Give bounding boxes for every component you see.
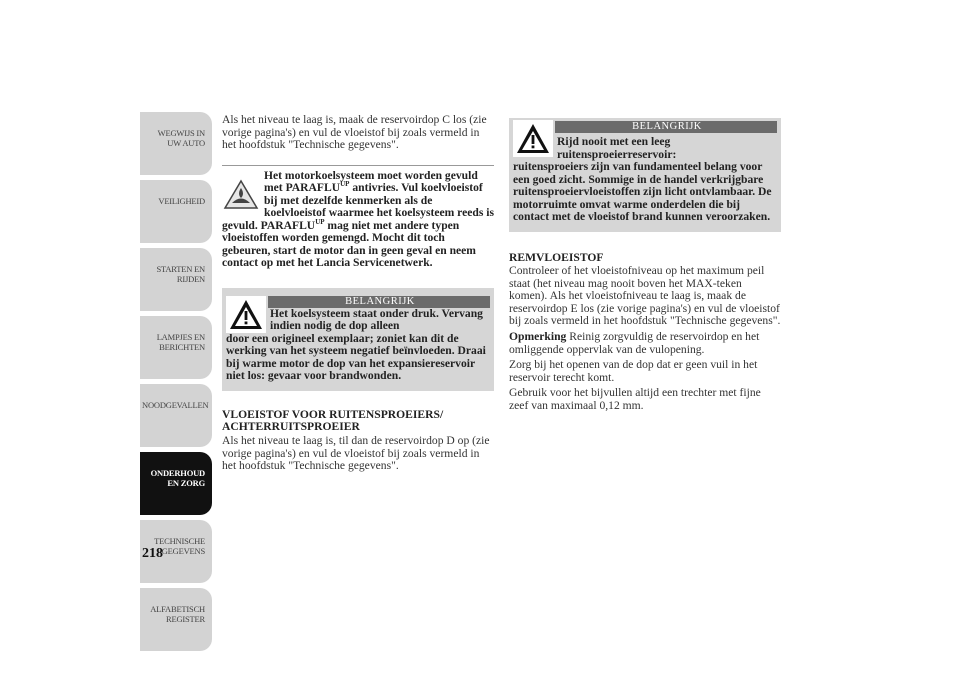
funnel-text: Gebruik voor het bijvullen altijd een trechter met fijne zeef van maximaal 0,12 mm.: [509, 386, 761, 413]
paraflu-sup-1: UP: [340, 180, 350, 189]
remark-label: Opmerking: [509, 330, 567, 344]
tab-noodgevallen[interactable]: NOODGEVALLEN: [140, 384, 212, 447]
paraflu-sup-2: UP: [315, 217, 325, 226]
tab-starten-en-rijden[interactable]: STARTEN EN RIJDEN: [140, 248, 212, 311]
remark-paragraph: [509, 331, 781, 356]
environment-icon: [222, 176, 260, 212]
tab-onderhoud-en-zorg[interactable]: ONDERHOUD EN ZORG: [140, 452, 212, 515]
tab-alfabetisch-register[interactable]: ALFABETISCH REGISTER: [140, 588, 212, 651]
divider: [222, 165, 494, 166]
left-column: [222, 114, 494, 476]
tab-veiligheid[interactable]: VEILIGHEID: [140, 180, 212, 243]
tab-lampjes-en-berichten[interactable]: LAMPJES EN BERICHTEN: [140, 316, 212, 379]
right-column: [509, 118, 781, 416]
dirt-text: Zorg bij het openen van de dop dat er geen vuil in het reservoir terecht komt.: [509, 358, 758, 384]
warning-triangle-icon: [513, 120, 553, 157]
washer-warning-box: [509, 118, 781, 232]
coolant-note-text-2: antivries. Vul koelvloeistof bij met dezelfde kenmerken als de koelvloeistof waarmee het koelsysteem reeds is gevuld. PARAFLU: [222, 181, 494, 232]
washer-warning-header: BELANGRIJK: [555, 121, 777, 133]
coolant-note: [222, 170, 494, 270]
coolant-warning-header: BELANGRIJK: [268, 296, 490, 308]
warning-triangle-icon: [226, 296, 266, 333]
coolant-note-text-3: mag niet met andere typen vloeistoffen worden gemengd. Mocht dit toch gebeuren, start de motor dan in geen geval en neem contact op met het Lancia Servicenetwerk.: [222, 218, 476, 270]
tab-technische-gegevens[interactable]: TECHNISCHE GEGEVENS: [140, 520, 212, 583]
page-number: 218: [142, 546, 163, 561]
brake-fluid-text: Controleer of het vloeistofniveau op het maximum peil staat (het niveau mag nooit boven het MAX-teken komen). Als het vloeistofniveau te laag is, maak de reservoirdop E los (zie vorige pagina's) en vul de vloeistof bij zoals vermeld in het hoofdstuk "Technische gegevens".: [509, 264, 781, 328]
coolant-intro: Als het niveau te laag is, maak de reservoirdop C los (zie vorige pagina's) en vul de vloeistof bij zoals vermeld in het hoofdstuk "Technische gegevens".: [222, 113, 487, 152]
washer-fluid-text: Als het niveau te laag is, til dan de reservoirdop D op (zie vorige pagina's) en vul de vloeistof bij zoals vermeld in het hoofdstuk "Technische gegevens".: [222, 433, 490, 473]
washer-fluid-heading: VLOEISTOF VOOR RUITENSPROEIERS/ ACHTERRUITSPROEIER: [222, 407, 444, 434]
coolant-warning-rest: door een origineel exemplaar; zoniet kan dit de werking van het systeem negatief beïnvloeden. Draai bij warme motor de dop van het expansiereservoir niet los: gevaar voor brandwonden.: [226, 331, 486, 383]
tab-wegwijs[interactable]: WEGWIJS IN UW AUTO: [140, 112, 212, 175]
coolant-note-text-1: Het motorkoelsysteem moet worden gevuld met PARAFLU: [264, 168, 478, 195]
remark-text: Reinig zorgvuldig de reservoirdop en het omliggende oppervlak van de vulopening.: [509, 330, 760, 356]
washer-warning-first: Rijd nooit met een leeg ruitensproeierreservoir:: [557, 135, 677, 161]
washer-warning-rest: ruitensproeiers zijn van fundamenteel belang voor een goed zicht. Sommige in de handel verkrijgbare ruitensproeiervloeistoffen zijn licht ontvlambaar. De motorruimte omvat warme onderdelen die bij contact met de vloeistof brand kunnen veroorzaken.: [513, 160, 772, 223]
coolant-warning-first: Het koelsysteem staat onder druk. Vervang indien nodig de dop alleen: [270, 306, 483, 333]
coolant-warning-box: [222, 288, 494, 391]
brake-fluid-heading: REMVLOEISTOF: [509, 250, 604, 264]
